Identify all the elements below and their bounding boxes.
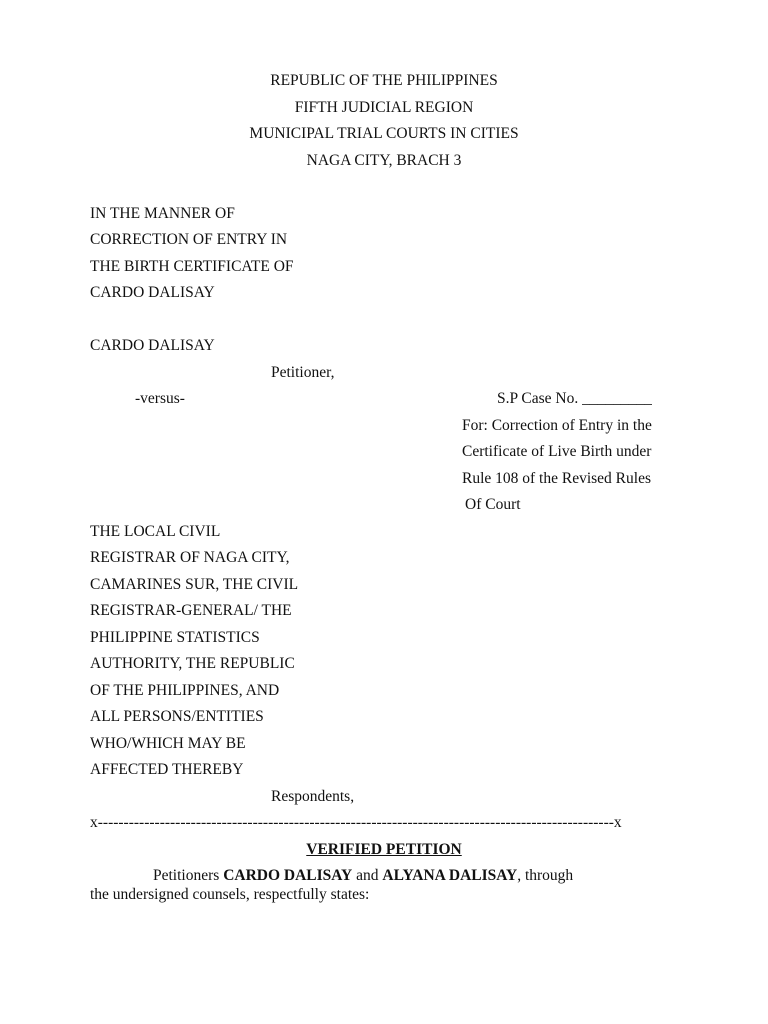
petitioner-label: Petitioner, xyxy=(271,364,335,381)
intro-line-2: the undersigned counsels, respectfully states: xyxy=(90,886,370,903)
respondent-line: REGISTRAR OF NAGA CITY, xyxy=(90,549,290,566)
petition-title: VERIFIED PETITION xyxy=(306,841,462,858)
respondent-line: THE LOCAL CIVIL xyxy=(90,523,221,540)
respondent-line: AUTHORITY, THE REPUBLIC xyxy=(90,655,295,672)
respondent-line: AFFECTED THEREBY xyxy=(90,761,244,778)
case-for-line: Of Court xyxy=(465,496,521,513)
respondent-line: CAMARINES SUR, THE CIVIL xyxy=(90,576,299,593)
case-for-line: Rule 108 of the Revised Rules xyxy=(462,470,651,487)
matter-line: CORRECTION OF ENTRY IN xyxy=(90,231,288,248)
header-branch: NAGA CITY, BRACH 3 xyxy=(306,152,462,169)
case-for-line: Certificate of Live Birth under xyxy=(462,443,652,460)
respondent-line: OF THE PHILIPPINES, AND xyxy=(90,682,280,699)
intro-prefix: Petitioners xyxy=(153,867,224,884)
header-republic: REPUBLIC OF THE PHILIPPINES xyxy=(270,72,498,89)
matter-line: IN THE MANNER OF xyxy=(90,205,235,222)
case-number: S.P Case No. _________ xyxy=(497,390,652,407)
header-court: MUNICIPAL TRIAL COURTS IN CITIES xyxy=(249,125,519,142)
respondent-line: PHILIPPINE STATISTICS xyxy=(90,629,260,646)
header-region: FIFTH JUDICIAL REGION xyxy=(294,99,474,116)
matter-line: THE BIRTH CERTIFICATE OF xyxy=(90,258,294,275)
intro-line-1 xyxy=(153,866,573,886)
petitioner-name: CARDO DALISAY xyxy=(90,337,215,354)
caption-divider: x----------------------------------------------------------------------------------------------------x xyxy=(90,814,622,831)
respondents-label: Respondents, xyxy=(271,788,355,805)
intro-and: and xyxy=(352,867,383,884)
respondent-line: ALL PERSONS/ENTITIES xyxy=(90,708,264,725)
respondent-line: REGISTRAR-GENERAL/ THE xyxy=(90,602,292,619)
case-for-line: For: Correction of Entry in the xyxy=(462,417,652,434)
petitioner-1-name: CARDO DALISAY xyxy=(223,867,353,884)
matter-line: CARDO DALISAY xyxy=(90,284,215,301)
petitioner-2-name: ALYANA DALISAY xyxy=(382,867,518,884)
versus-label: -versus- xyxy=(135,390,185,407)
respondent-line: WHO/WHICH MAY BE xyxy=(90,735,246,752)
intro-suffix: , through xyxy=(517,867,574,884)
